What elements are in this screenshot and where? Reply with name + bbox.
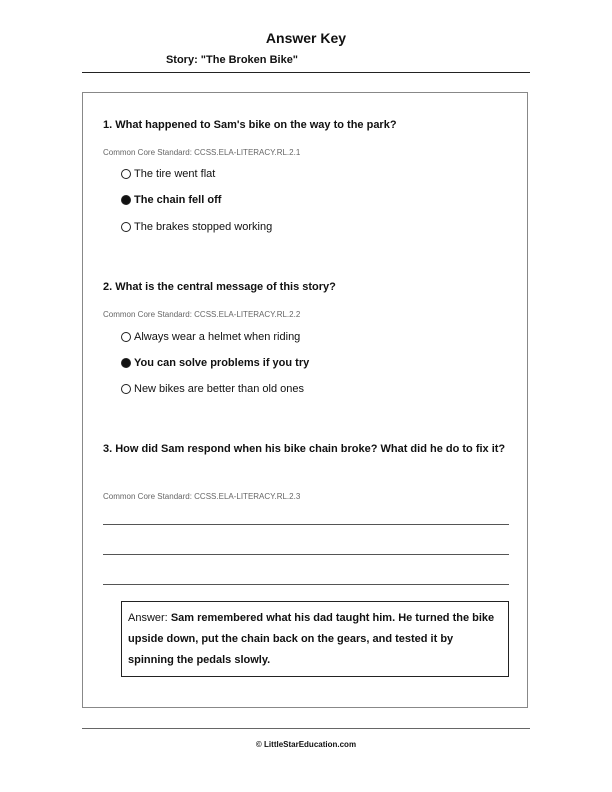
story-subtitle: Story: "The Broken Bike" <box>165 54 299 66</box>
answer-line <box>103 524 509 525</box>
option-label: You can solve problems if you try <box>134 357 310 369</box>
radio-selected-icon <box>121 195 131 205</box>
question-3-text: 3. How did Sam respond when his bike chain broke? What did he do to fix it? <box>103 443 506 455</box>
option-label: The chain fell off <box>134 194 222 206</box>
question-2-text: 2. What is the central message of this story? <box>103 281 336 293</box>
question-3-standard: Common Core Standard: CCSS.ELA-LITERACY.RL.2.3 <box>103 492 301 501</box>
question-2-option-3[interactable] <box>121 383 304 395</box>
question-1-option-2[interactable] <box>121 194 221 206</box>
option-label: The tire went flat <box>134 168 216 180</box>
radio-unselected-icon <box>121 384 131 394</box>
option-label: Always wear a helmet when riding <box>134 331 301 343</box>
footer-copyright: © LittleStarEducation.com <box>255 740 357 749</box>
answer-text: Sam remembered what his dad taught him. He turned the bike upside down, put the chain back on the gears, and tested it by spinning the pedals slowly. <box>128 612 495 666</box>
radio-unselected-icon <box>121 169 131 179</box>
question-1-option-3[interactable] <box>121 221 272 233</box>
question-1-standard: Common Core Standard: CCSS.ELA-LITERACY.RL.2.1 <box>103 148 301 157</box>
page-title: Answer Key <box>265 30 347 46</box>
option-label: New bikes are better than old ones <box>134 383 304 395</box>
option-label: The brakes stopped working <box>134 221 273 233</box>
questions-panel <box>82 92 528 708</box>
answer-line <box>103 584 509 585</box>
header-divider <box>82 72 530 73</box>
question-2-option-2[interactable] <box>121 357 309 369</box>
question-2-standard: Common Core Standard: CCSS.ELA-LITERACY.RL.2.2 <box>103 310 301 319</box>
answer-line <box>103 554 509 555</box>
footer-divider <box>82 728 530 729</box>
radio-unselected-icon <box>121 332 131 342</box>
radio-selected-icon <box>121 358 131 368</box>
question-1-text: 1. What happened to Sam's bike on the way to the park? <box>103 119 397 131</box>
answer-box <box>121 601 509 677</box>
question-2-option-1[interactable] <box>121 331 300 343</box>
answer-label: Answer: <box>128 612 168 624</box>
question-1-option-1[interactable] <box>121 168 215 180</box>
radio-unselected-icon <box>121 222 131 232</box>
